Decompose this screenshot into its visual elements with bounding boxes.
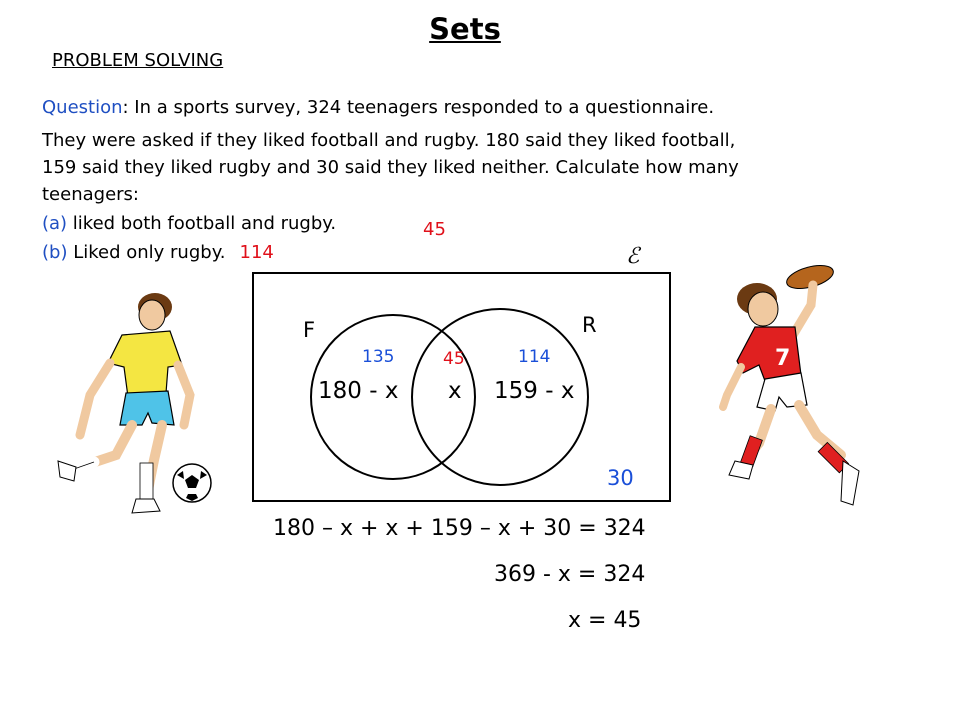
part-a-answer: 45 [423, 219, 446, 240]
equation-1: 180 – x + x + 159 – x + 30 = 324 [273, 516, 646, 541]
only-f-value: 135 [362, 347, 395, 367]
question-line-2: They were asked if they liked football and rugby. 180 said they liked football, [42, 130, 736, 151]
section-subtitle: PROBLEM SOLVING [52, 50, 224, 71]
only-f-expression: 180 - x [318, 378, 399, 404]
page-title: Sets [429, 12, 501, 46]
question-line-4: teenagers: [42, 184, 139, 205]
football-player-illustration [50, 285, 220, 525]
question-line-1: Question: In a sports survey, 324 teenagers responded to a questionnaire. [42, 97, 715, 118]
only-r-value: 114 [518, 347, 551, 367]
set-r-label: R [582, 313, 597, 337]
part-a-label: (a) [42, 213, 68, 234]
equation-3: x = 45 [568, 608, 642, 633]
question-prefix: Question [42, 97, 123, 118]
part-a-text: liked both football and rugby. [67, 213, 337, 234]
part-b-label: (b) [42, 242, 68, 263]
both-expression: x [448, 378, 462, 404]
question-line-3: 159 said they liked rugby and 30 said they liked neither. Calculate how many [42, 157, 739, 178]
neither-value: 30 [607, 466, 634, 490]
svg-text:7: 7 [775, 346, 791, 371]
rugby-player-illustration [715, 265, 875, 515]
both-value: 45 [443, 349, 465, 369]
equation-2: 369 - x = 324 [494, 562, 646, 587]
only-r-expression: 159 - x [494, 378, 575, 404]
set-f-label: F [303, 318, 316, 342]
part-b-text: Liked only rugby. [67, 242, 226, 263]
part-b-answer: 114 [239, 242, 274, 263]
universal-set-symbol: ℰ [626, 244, 640, 269]
